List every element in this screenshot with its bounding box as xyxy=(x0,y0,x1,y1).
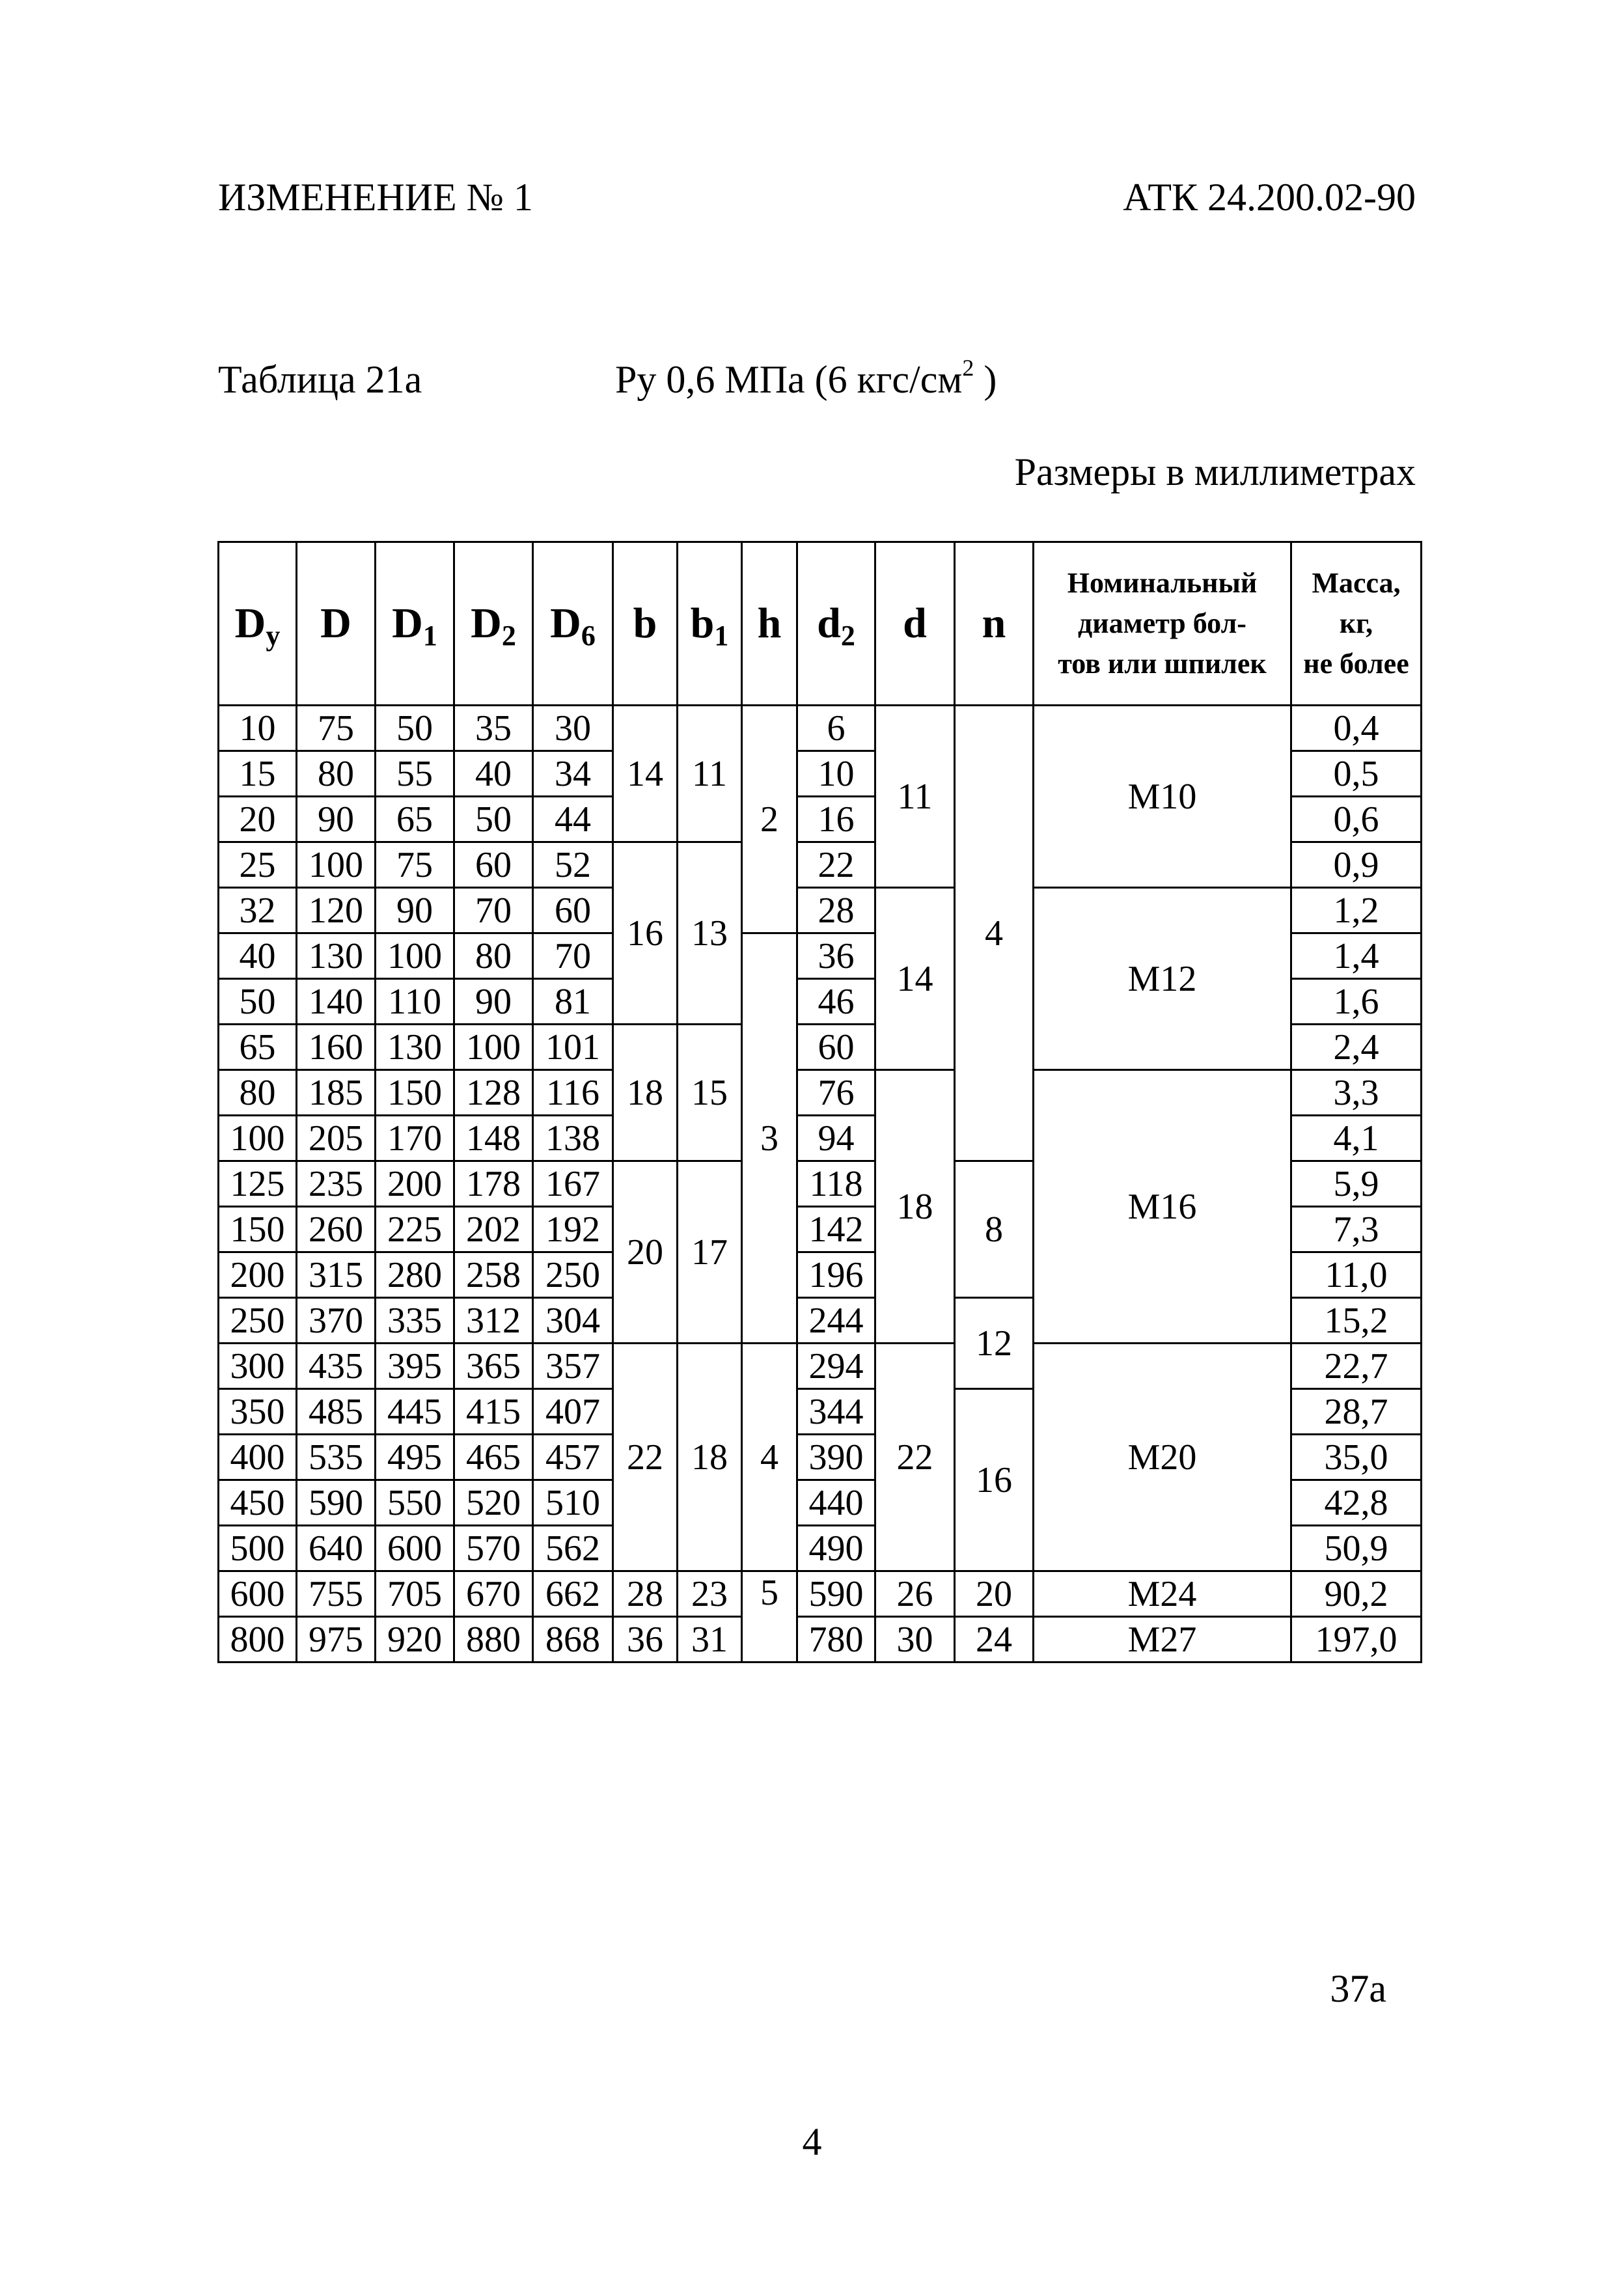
cell-d2: 670 xyxy=(454,1571,533,1617)
cell-d: 130 xyxy=(297,933,376,979)
cell-d: 80 xyxy=(297,751,376,797)
cell-small-d2: 36 xyxy=(797,933,875,979)
cell-d6: 44 xyxy=(533,797,613,842)
cell-d1: 600 xyxy=(376,1526,454,1571)
cell-n-group: 4 xyxy=(955,706,1034,1161)
pressure-end: ) xyxy=(974,358,997,401)
cell-mass: 90,2 xyxy=(1291,1571,1422,1617)
cell-small-d2: 196 xyxy=(797,1252,875,1298)
cell-d: 485 xyxy=(297,1389,376,1435)
cell-small-d2: 440 xyxy=(797,1480,875,1526)
cell-mass: 1,4 xyxy=(1291,933,1422,979)
cell-small-d2: 118 xyxy=(797,1161,875,1207)
cell-d6: 116 xyxy=(533,1070,613,1116)
pressure-text: Ру 0,6 МПа (6 кгс/см xyxy=(615,358,963,401)
table-row xyxy=(219,1344,1422,1389)
cell-d2: 415 xyxy=(454,1389,533,1435)
cell-d2: 70 xyxy=(454,888,533,933)
cell-d1: 335 xyxy=(376,1298,454,1344)
col-header-small-d2: $d_2$ xyxy=(797,542,875,706)
cell-d6: 304 xyxy=(533,1298,613,1344)
cell-d2: 365 xyxy=(454,1344,533,1389)
cell-d2: 880 xyxy=(454,1617,533,1662)
cell-mass: 2,4 xyxy=(1291,1025,1422,1070)
cell-dy: 10 xyxy=(219,706,297,751)
cell-d6: 167 xyxy=(533,1161,613,1207)
cell-d2: 40 xyxy=(454,751,533,797)
cell-d: 975 xyxy=(297,1617,376,1662)
cell-d1: 150 xyxy=(376,1070,454,1116)
cell-mass: 4,1 xyxy=(1291,1116,1422,1161)
cell-dy: 32 xyxy=(219,888,297,933)
pressure-caption xyxy=(615,357,997,402)
cell-d6: 52 xyxy=(533,842,613,888)
cell-d: 120 xyxy=(297,888,376,933)
cell-d6: 34 xyxy=(533,751,613,797)
cell-small-d2: 94 xyxy=(797,1116,875,1161)
cell-n-group: 16 xyxy=(955,1389,1034,1571)
cell-h-group: 5 xyxy=(742,1571,797,1662)
col-header-d6: $D_6$ xyxy=(533,542,613,706)
cell-d6: 60 xyxy=(533,888,613,933)
cell-small-d2: 590 xyxy=(797,1571,875,1617)
cell-d6: 70 xyxy=(533,933,613,979)
cell-small-d2: 6 xyxy=(797,706,875,751)
cell-d6: 662 xyxy=(533,1571,613,1617)
cell-b1-group: 17 xyxy=(678,1161,742,1344)
cell-d: 755 xyxy=(297,1571,376,1617)
cell-d6: 457 xyxy=(533,1435,613,1480)
cell-d: 435 xyxy=(297,1344,376,1389)
cell-h-group: 4 xyxy=(742,1344,797,1571)
cell-mass: 7,3 xyxy=(1291,1207,1422,1252)
cell-small-d2: 60 xyxy=(797,1025,875,1070)
col-header-small-d: d xyxy=(875,542,955,706)
cell-mass: 197,0 xyxy=(1291,1617,1422,1662)
cell-small-d-group: 30 xyxy=(875,1617,955,1662)
cell-dy: 80 xyxy=(219,1070,297,1116)
cell-dy: 150 xyxy=(219,1207,297,1252)
cell-bolt-group: М10 xyxy=(1034,706,1291,888)
col-header-b1: $b_1$ xyxy=(678,542,742,706)
cell-mass: 0,6 xyxy=(1291,797,1422,842)
cell-small-d-group: 14 xyxy=(875,888,955,1070)
cell-d1: 170 xyxy=(376,1116,454,1161)
cell-dy: 800 xyxy=(219,1617,297,1662)
cell-dy: 125 xyxy=(219,1161,297,1207)
cell-d6: 510 xyxy=(533,1480,613,1526)
pressure-superscript: 2 xyxy=(962,355,974,381)
cell-d6: 250 xyxy=(533,1252,613,1298)
cell-small-d2: 294 xyxy=(797,1344,875,1389)
cell-n-group: 12 xyxy=(955,1298,1034,1389)
cell-small-d2: 76 xyxy=(797,1070,875,1116)
cell-small-d2: 16 xyxy=(797,797,875,842)
cell-d1: 100 xyxy=(376,933,454,979)
cell-d: 315 xyxy=(297,1252,376,1298)
cell-d: 370 xyxy=(297,1298,376,1344)
cell-small-d-group: 22 xyxy=(875,1344,955,1571)
cell-b-group: 36 xyxy=(613,1617,678,1662)
cell-b1-group: 15 xyxy=(678,1025,742,1161)
cell-d1: 55 xyxy=(376,751,454,797)
col-header-d1: $D_1$ xyxy=(376,542,454,706)
cell-h-group: 3 xyxy=(742,933,797,1344)
cell-dy: 300 xyxy=(219,1344,297,1389)
cell-mass: 5,9 xyxy=(1291,1161,1422,1207)
cell-d6: 407 xyxy=(533,1389,613,1435)
cell-h-group: 2 xyxy=(742,706,797,933)
cell-mass: 0,5 xyxy=(1291,751,1422,797)
cell-mass: 3,3 xyxy=(1291,1070,1422,1116)
cell-d2: 128 xyxy=(454,1070,533,1116)
col-header-d-outer: D xyxy=(297,542,376,706)
cell-d1: 705 xyxy=(376,1571,454,1617)
cell-n-group: 20 xyxy=(955,1571,1034,1617)
cell-bolt-group: М12 xyxy=(1034,888,1291,1070)
cell-dy: 450 xyxy=(219,1480,297,1526)
cell-mass: 28,7 xyxy=(1291,1389,1422,1435)
cell-d2: 80 xyxy=(454,933,533,979)
cell-d: 140 xyxy=(297,979,376,1025)
cell-d1: 395 xyxy=(376,1344,454,1389)
cell-d: 640 xyxy=(297,1526,376,1571)
cell-d6: 868 xyxy=(533,1617,613,1662)
cell-d6: 192 xyxy=(533,1207,613,1252)
table-row xyxy=(219,706,1422,751)
cell-small-d2: 28 xyxy=(797,888,875,933)
cell-bolt-group: М16 xyxy=(1034,1070,1291,1344)
cell-dy: 50 xyxy=(219,979,297,1025)
cell-d2: 258 xyxy=(454,1252,533,1298)
cell-d: 90 xyxy=(297,797,376,842)
cell-d2: 570 xyxy=(454,1526,533,1571)
table-label: Таблица 21а xyxy=(218,358,422,401)
cell-d2: 50 xyxy=(454,797,533,842)
cell-d1: 110 xyxy=(376,979,454,1025)
cell-d2: 202 xyxy=(454,1207,533,1252)
cell-n-group: 24 xyxy=(955,1617,1034,1662)
table-header-row xyxy=(219,542,1422,706)
cell-d2: 60 xyxy=(454,842,533,888)
cell-d6: 357 xyxy=(533,1344,613,1389)
cell-d6: 30 xyxy=(533,706,613,751)
cell-small-d-group: 11 xyxy=(875,706,955,888)
cell-d2: 465 xyxy=(454,1435,533,1480)
cell-dy: 250 xyxy=(219,1298,297,1344)
cell-dy: 20 xyxy=(219,797,297,842)
cell-d1: 225 xyxy=(376,1207,454,1252)
cell-mass: 11,0 xyxy=(1291,1252,1422,1298)
cell-dy: 15 xyxy=(219,751,297,797)
cell-small-d2: 10 xyxy=(797,751,875,797)
cell-n-group: 8 xyxy=(955,1161,1034,1298)
cell-b1-group: 11 xyxy=(678,706,742,842)
cell-mass: 1,2 xyxy=(1291,888,1422,933)
cell-b-group: 18 xyxy=(613,1025,678,1161)
cell-small-d2: 46 xyxy=(797,979,875,1025)
cell-small-d2: 490 xyxy=(797,1526,875,1571)
cell-d2: 312 xyxy=(454,1298,533,1344)
cell-small-d2: 244 xyxy=(797,1298,875,1344)
cell-d1: 445 xyxy=(376,1389,454,1435)
flange-dimensions-table xyxy=(217,541,1422,1663)
cell-d: 590 xyxy=(297,1480,376,1526)
cell-b-group: 20 xyxy=(613,1161,678,1344)
cell-mass: 22,7 xyxy=(1291,1344,1422,1389)
cell-d2: 35 xyxy=(454,706,533,751)
cell-dy: 350 xyxy=(219,1389,297,1435)
cell-d1: 495 xyxy=(376,1435,454,1480)
units-note: Размеры в миллиметрах xyxy=(1014,450,1416,493)
col-header-dy: $D_у$ xyxy=(219,542,297,706)
cell-mass: 50,9 xyxy=(1291,1526,1422,1571)
cell-d: 75 xyxy=(297,706,376,751)
cell-small-d2: 390 xyxy=(797,1435,875,1480)
cell-b1-group: 18 xyxy=(678,1344,742,1571)
cell-d2: 148 xyxy=(454,1116,533,1161)
cell-d2: 520 xyxy=(454,1480,533,1526)
col-header-bolt-diameter: Номинальный диаметр бол- тов или шпилек xyxy=(1034,542,1291,706)
table-row xyxy=(219,1070,1422,1116)
cell-d6: 101 xyxy=(533,1025,613,1070)
cell-small-d2: 344 xyxy=(797,1389,875,1435)
cell-dy: 500 xyxy=(219,1526,297,1571)
cell-small-d2: 22 xyxy=(797,842,875,888)
cell-dy: 200 xyxy=(219,1252,297,1298)
document-header-right: АТК 24.200.02-90 xyxy=(1123,176,1416,219)
cell-d: 185 xyxy=(297,1070,376,1116)
cell-d1: 75 xyxy=(376,842,454,888)
cell-d6: 81 xyxy=(533,979,613,1025)
cell-d1: 50 xyxy=(376,706,454,751)
cell-d1: 550 xyxy=(376,1480,454,1526)
document-header-left: ИЗМЕНЕНИЕ № 1 xyxy=(218,176,533,219)
cell-d1: 200 xyxy=(376,1161,454,1207)
cell-bolt-group: М27 xyxy=(1034,1617,1291,1662)
cell-dy: 100 xyxy=(219,1116,297,1161)
cell-small-d2: 142 xyxy=(797,1207,875,1252)
table-row xyxy=(219,1617,1422,1662)
cell-dy: 65 xyxy=(219,1025,297,1070)
cell-mass: 1,6 xyxy=(1291,979,1422,1025)
page-label: 37а xyxy=(1330,1967,1386,2010)
cell-b1-group: 31 xyxy=(678,1617,742,1662)
cell-mass: 0,9 xyxy=(1291,842,1422,888)
cell-bolt-group: М20 xyxy=(1034,1344,1291,1571)
cell-b1-group: 13 xyxy=(678,842,742,1025)
cell-d6: 138 xyxy=(533,1116,613,1161)
cell-dy: 25 xyxy=(219,842,297,888)
cell-mass: 42,8 xyxy=(1291,1480,1422,1526)
table-row xyxy=(219,1571,1422,1617)
table-row xyxy=(219,888,1422,933)
cell-b1-group: 23 xyxy=(678,1571,742,1617)
cell-d: 235 xyxy=(297,1161,376,1207)
col-header-n: n xyxy=(955,542,1034,706)
cell-d: 205 xyxy=(297,1116,376,1161)
page-number: 4 xyxy=(802,2120,822,2163)
cell-d1: 65 xyxy=(376,797,454,842)
cell-b-group: 22 xyxy=(613,1344,678,1571)
cell-d2: 90 xyxy=(454,979,533,1025)
cell-d6: 562 xyxy=(533,1526,613,1571)
cell-dy: 600 xyxy=(219,1571,297,1617)
cell-small-d2: 780 xyxy=(797,1617,875,1662)
cell-d1: 90 xyxy=(376,888,454,933)
cell-d1: 130 xyxy=(376,1025,454,1070)
cell-d: 160 xyxy=(297,1025,376,1070)
cell-b-group: 28 xyxy=(613,1571,678,1617)
cell-d2: 178 xyxy=(454,1161,533,1207)
cell-mass: 15,2 xyxy=(1291,1298,1422,1344)
cell-bolt-group: М24 xyxy=(1034,1571,1291,1617)
cell-d1: 920 xyxy=(376,1617,454,1662)
cell-d: 535 xyxy=(297,1435,376,1480)
col-header-b: b xyxy=(613,542,678,706)
cell-d: 260 xyxy=(297,1207,376,1252)
cell-small-d-group: 18 xyxy=(875,1070,955,1344)
cell-b-group: 16 xyxy=(613,842,678,1025)
cell-d: 100 xyxy=(297,842,376,888)
cell-b-group: 14 xyxy=(613,706,678,842)
cell-d1: 280 xyxy=(376,1252,454,1298)
cell-mass: 0,4 xyxy=(1291,706,1422,751)
cell-d2: 100 xyxy=(454,1025,533,1070)
col-header-mass: Масса, кг, не более xyxy=(1291,542,1422,706)
cell-dy: 40 xyxy=(219,933,297,979)
col-header-h: h xyxy=(742,542,797,706)
cell-mass: 35,0 xyxy=(1291,1435,1422,1480)
cell-small-d-group: 26 xyxy=(875,1571,955,1617)
cell-dy: 400 xyxy=(219,1435,297,1480)
col-header-d2: $D_2$ xyxy=(454,542,533,706)
